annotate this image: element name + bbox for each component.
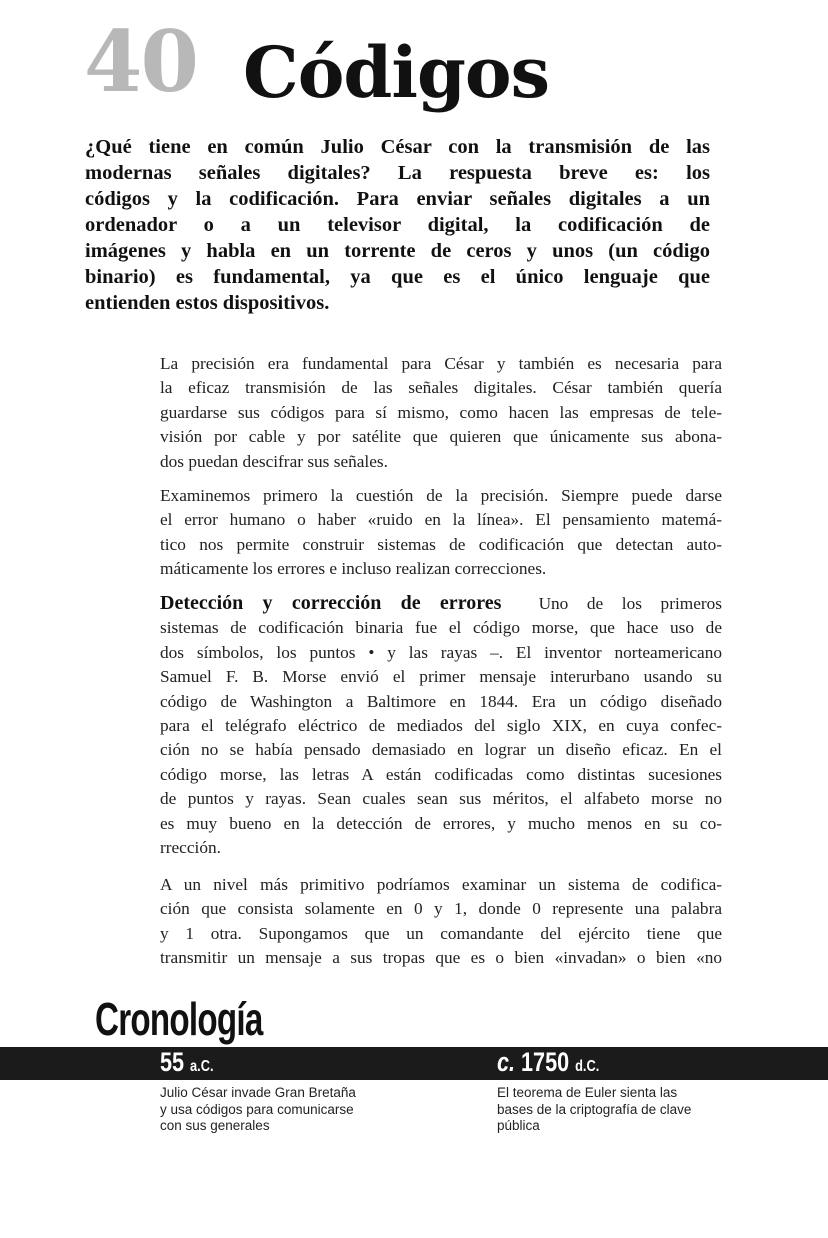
caption-line: y usa códigos para comunicarse bbox=[160, 1101, 354, 1117]
text-line: A un nivel más primitivo podríamos examinar un sistema de codifica- bbox=[160, 875, 722, 894]
text-line: la eficaz transmisión de las señales digitales. César también quería bbox=[160, 378, 722, 398]
text-line: máticamente los errores e incluso realizan correcciones. bbox=[160, 559, 547, 579]
text-line bbox=[160, 592, 722, 616]
text-line: visión por cable y por satélite que quieren que únicamente sus abona- bbox=[160, 427, 722, 447]
timeline-year: 55 bbox=[160, 1047, 185, 1077]
chapter-number: 40 bbox=[84, 12, 197, 111]
intro-line: códigos y la codificación. Para enviar señales digitales a un bbox=[85, 188, 710, 210]
timeline-date-2 bbox=[497, 1049, 599, 1076]
text-line: ción que consista solamente en 0 y 1, donde 0 represente una palabra bbox=[160, 899, 722, 919]
intro-line: entienden estos dispositivos. bbox=[85, 292, 330, 314]
timeline-title: Cronología bbox=[95, 993, 263, 1045]
caption-line: bases de la criptografía de clave bbox=[497, 1101, 692, 1117]
section-heading: Detección y corrección de errores bbox=[160, 592, 502, 614]
caption-line: El teorema de Euler sienta las bbox=[497, 1085, 678, 1100]
intro-line: ordenador o a un televisor digital, la codificación de bbox=[85, 214, 710, 236]
body-paragraph-2 bbox=[160, 484, 722, 582]
intro-line: imágenes y habla en un torrente de ceros y unos (un código bbox=[85, 240, 710, 262]
text-line: ción no se había pensado demasiado en lograr un diseño eficaz. En el bbox=[160, 740, 722, 760]
text-fragment: Uno de los primeros bbox=[538, 594, 722, 613]
timeline-date-1 bbox=[160, 1049, 214, 1076]
text-line: La precisión era fundamental para César y también es necesaria para bbox=[160, 354, 722, 373]
text-line: sistemas de codificación binaria fue el código morse, que hace uso de bbox=[160, 618, 722, 638]
text-line: Samuel F. B. Morse envió el primer mensaje interurbano usando su bbox=[160, 667, 722, 687]
intro-line: modernas señales digitales? La respuesta breve es: los bbox=[85, 162, 710, 184]
text-line: de puntos y rayas. Sean cuales sean sus méritos, el alfabeto morse no bbox=[160, 789, 722, 809]
text-line: transmitir un mensaje a sus tropas que es o bien «invadan» o bien «no bbox=[160, 948, 722, 968]
chapter-title: Códigos bbox=[243, 31, 549, 114]
timeline-era: d.C. bbox=[575, 1058, 600, 1075]
timeline-caption-1 bbox=[160, 1085, 356, 1135]
caption-line: con sus generales bbox=[160, 1118, 270, 1133]
timeline-prefix: c. bbox=[497, 1047, 516, 1077]
text-line: rrección. bbox=[160, 838, 221, 858]
caption-line: Julio César invade Gran Bretaña bbox=[160, 1085, 356, 1100]
text-line: el error humano o haber «ruido en la línea». El pensamiento matemá- bbox=[160, 510, 722, 530]
text-line: dos símbolos, los puntos • y las rayas –. El inventor norteamericano bbox=[160, 642, 722, 662]
text-line: código de Washington a Baltimore en 1844. Era un código diseñado bbox=[160, 691, 722, 711]
caption-line: pública bbox=[497, 1118, 540, 1133]
text-line: tico nos permite construir sistemas de codificación que detectan auto- bbox=[160, 534, 722, 554]
body-paragraph-4 bbox=[160, 873, 722, 971]
text-line: dos puedan descifrar sus señales. bbox=[160, 451, 388, 471]
intro-paragraph bbox=[85, 134, 710, 316]
body-paragraph-1 bbox=[160, 352, 722, 474]
text-line: para el telégrafo eléctrico de mediados del siglo XIX, en cuya confec- bbox=[160, 716, 722, 736]
intro-line: ¿Qué tiene en común Julio César con la transmisión de las bbox=[85, 136, 710, 158]
text-line: y 1 otra. Supongamos que un comandante del ejército tiene que bbox=[160, 923, 722, 943]
timeline-caption-2 bbox=[497, 1085, 691, 1135]
text-line: código morse, las letras A están codificadas como distintas sucesiones bbox=[160, 764, 722, 784]
timeline-era: a.C. bbox=[190, 1058, 214, 1075]
text-line: es muy bueno en la detección de errores, y mucho menos en su co- bbox=[160, 813, 722, 833]
text-line: guardarse sus códigos para sí mismo, como hacen las empresas de tele- bbox=[160, 402, 722, 422]
intro-line: binario) es fundamental, ya que es el único lenguaje que bbox=[85, 266, 710, 288]
text-line: Examinemos primero la cuestión de la precisión. Siempre puede darse bbox=[160, 486, 722, 505]
timeline-bar bbox=[0, 1047, 828, 1080]
body-paragraph-3 bbox=[160, 592, 722, 860]
timeline-year: 1750 bbox=[521, 1047, 570, 1077]
